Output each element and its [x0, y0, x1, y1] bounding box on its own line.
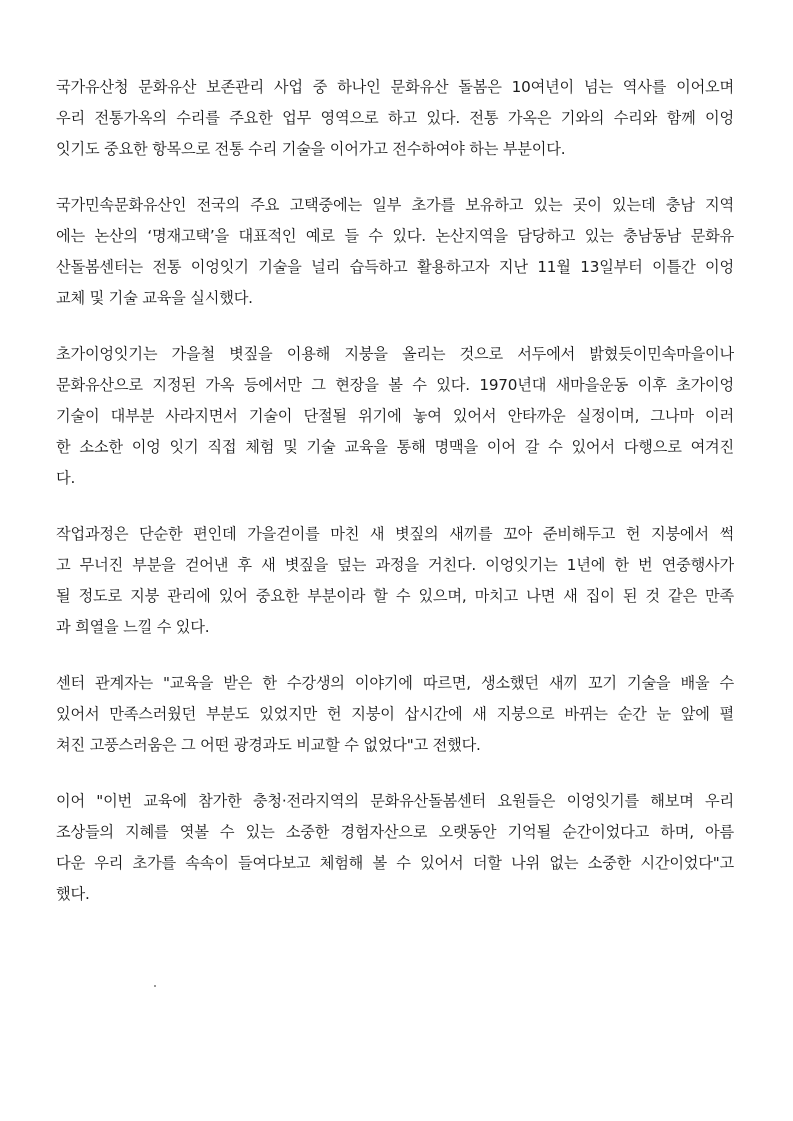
text-line: 교체 및 기술 교육을 실시했다.	[56, 289, 253, 307]
paragraph-4	[56, 519, 734, 643]
text-line: 이어 "이번 교육에 참가한 충청·전라지역의 문화유산돌봄센터 요원들은 이엉잇기를 해보며 우리	[56, 792, 734, 810]
text-line: 산돌봄센터는 전통 이엉잇기 기술을 널리 습득하고 활용하고자 지난 11월 13일부터 이틀간 이엉	[56, 258, 734, 276]
scan-speck	[154, 985, 156, 987]
article-body	[56, 72, 734, 935]
text-line: 국가민속문화유산인 전국의 주요 고택중에는 일부 초가를 보유하고 있는 곳이 있는데 충남 지역	[56, 196, 734, 214]
text-line: 있어서 만족스러웠던 부분도 있었지만 헌 지붕이 삽시간에 새 지붕으로 바뀌는 순간 눈 앞에 펼	[56, 705, 734, 723]
text-line: 쳐진 고풍스러움은 그 어떤 광경과도 비교할 수 없었다"고 전했다.	[56, 736, 481, 754]
text-line: 과 희열을 느낄 수 있다.	[56, 618, 210, 636]
text-line: 될 정도로 지붕 관리에 있어 중요한 부분이라 할 수 있으며, 마치고 나면 새 집이 된 것 같은 만족	[56, 587, 734, 605]
text-line: 기술이 대부분 사라지면서 기술이 단절될 위기에 놓여 있어서 안타까운 실정이며, 그나마 이러	[56, 407, 734, 425]
text-line: 작업과정은 단순한 편인데 가을걷이를 마친 새 볏짚의 새끼를 꼬아 준비해두고 헌 지붕에서 썩	[56, 525, 734, 543]
text-line: 센터 관계자는 "교육을 받은 한 수강생의 이야기에 따르면, 생소했던 새끼 꼬기 기술을 배울 수	[56, 674, 734, 692]
text-line: 고 무너진 부분을 걷어낸 후 새 볏짚을 덮는 과정을 거친다. 이엉잇기는 1년에 한 번 연중행사가	[56, 556, 734, 574]
text-line: 다운 우리 초가를 속속이 들여다보고 체험해 볼 수 있어서 더할 나위 없는 소중한 시간이었다"고	[56, 854, 734, 872]
text-line: 조상들의 지혜를 엿볼 수 있는 소중한 경험자산으로 오랫동안 기억될 순간이었다고 하며, 아름	[56, 823, 734, 841]
text-line: 했다.	[56, 885, 90, 903]
paragraph-3	[56, 339, 734, 494]
paragraph-1	[56, 72, 734, 165]
text-line: 잇기도 중요한 항목으로 전통 수리 기술을 이어가고 전수하여야 하는 부분이다.	[56, 140, 566, 158]
text-line: 문화유산으로 지정된 가옥 등에서만 그 현장을 볼 수 있다. 1970년대 새마을운동 이후 초가이엉	[56, 376, 734, 394]
text-line: 초가이엉잇기는 가을철 볏짚을 이용해 지붕을 올리는 것으로 서두에서 밝혔듯이민속마을이나	[56, 345, 734, 363]
text-line: 우리 전통가옥의 수리를 주요한 업무 영역으로 하고 있다. 전통 가옥은 기와의 수리와 함께 이엉	[56, 109, 734, 127]
text-line: 에는 논산의 ‘명재고택’을 대표적인 예로 들 수 있다. 논산지역을 담당하고 있는 충남동남 문화유	[56, 227, 734, 245]
paragraph-6	[56, 786, 734, 910]
paragraph-5	[56, 668, 734, 761]
text-line: 다.	[56, 469, 76, 487]
paragraph-2	[56, 190, 734, 314]
text-line: 국가유산청 문화유산 보존관리 사업 중 하나인 문화유산 돌봄은 10여년이 넘는 역사를 이어오며	[56, 78, 734, 96]
text-line: 한 소소한 이엉 잇기 직접 체험 및 기술 교육을 통해 명맥을 이어 갈 수 있어서 다행으로 여겨진	[56, 438, 734, 456]
